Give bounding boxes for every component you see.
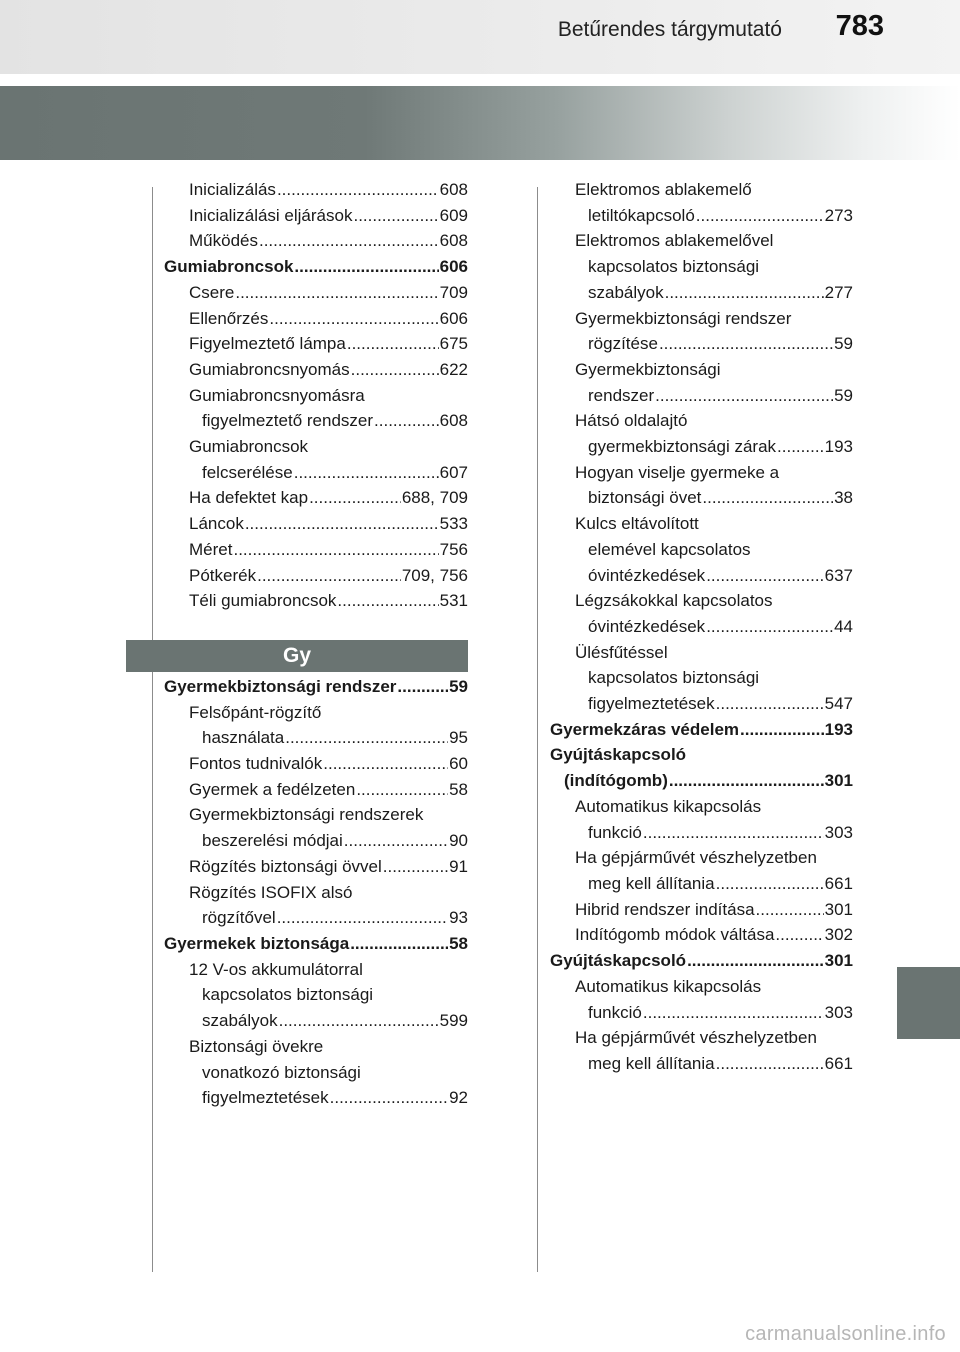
index-entry-page: 193 — [824, 437, 853, 457]
index-entry-label: Méret — [189, 539, 233, 559]
index-entry-page: 91 — [449, 856, 468, 876]
index-entry — [550, 974, 853, 1000]
index-entry-label: kapcsolatos biztonsági — [588, 668, 760, 688]
index-entry — [550, 897, 853, 923]
index-column-2 — [550, 177, 853, 1077]
index-entry-label: Gyermekek biztonsága — [164, 933, 350, 953]
index-entry — [550, 820, 853, 846]
index-entry-page: 59 — [834, 385, 853, 405]
index-entry-label: Biztonsági övekre — [189, 1036, 324, 1056]
index-entry — [550, 460, 853, 486]
index-entry — [550, 306, 853, 332]
dot-leader — [740, 717, 824, 743]
index-entry-label: figyelmeztető rendszer — [202, 411, 374, 431]
index-entry — [550, 871, 853, 897]
index-entry-label: gyermekbiztonsági zárak — [588, 437, 777, 457]
index-entry-page: 193 — [824, 719, 853, 739]
index-entry — [550, 511, 853, 537]
index-entry-page: 606 — [439, 257, 468, 277]
index-entry — [164, 777, 468, 803]
dot-leader — [716, 1051, 824, 1077]
index-entry — [164, 854, 468, 880]
index-entry-label: Hibrid rendszer indítása — [575, 899, 755, 919]
section-header-gy: Gy — [126, 640, 468, 672]
dot-leader — [716, 871, 824, 897]
index-entry-label: letiltókapcsoló — [588, 205, 695, 225]
index-entry-page: 688, 709 — [401, 488, 468, 508]
index-entry-label: Gyújtáskapcsoló — [550, 951, 687, 971]
index-entry — [164, 408, 468, 434]
index-entry-label: Gyermek a fedélzeten — [189, 779, 356, 799]
index-entry-page: 609 — [439, 205, 468, 225]
index-entry — [164, 1008, 468, 1034]
index-entry-label: Gyermekbiztonsági — [575, 359, 721, 379]
dot-leader — [337, 588, 438, 614]
index-entry-page: 709, 756 — [401, 565, 468, 585]
dot-leader — [279, 1008, 439, 1034]
index-entry-page: 607 — [439, 462, 468, 482]
index-entry-label: Inicializálás — [189, 180, 276, 199]
index-entry — [164, 280, 468, 306]
index-entry-label: beszerelési módjai — [202, 831, 343, 851]
index-entry-label: Csere — [189, 282, 235, 302]
index-entry-label: rögzítése — [588, 334, 658, 354]
index-entry-label: kapcsolatos biztonsági — [202, 985, 374, 1005]
index-entry-page: 95 — [449, 728, 468, 748]
index-entry-label: Fontos tudnivalók — [189, 754, 323, 774]
index-entry — [550, 563, 853, 589]
dot-leader — [756, 897, 824, 923]
index-entry — [550, 203, 853, 229]
index-entry — [550, 1000, 853, 1026]
column-divider-middle — [537, 187, 538, 1272]
index-entry — [164, 700, 468, 726]
index-entry — [164, 725, 468, 751]
index-entry-label: felcserélése — [202, 462, 293, 482]
index-entry-label: Láncok — [189, 514, 244, 534]
index-entry — [550, 1025, 853, 1051]
index-entry — [550, 922, 853, 948]
index-entry-page: 303 — [824, 1002, 853, 1022]
dot-leader — [277, 905, 448, 931]
index-entry-label: kapcsolatos biztonsági — [588, 257, 760, 277]
index-entry — [164, 957, 468, 983]
index-entry-label: Inicializálási eljárások — [189, 205, 353, 225]
index-entry — [550, 614, 853, 640]
dot-leader — [659, 331, 833, 357]
index-entry-label: Elektromos ablakemelővel — [575, 231, 774, 251]
index-entry-label: Rögzítés biztonsági övvel — [189, 856, 382, 876]
index-entry-label: Hogyan viselje gyermeke a — [575, 462, 780, 482]
index-entry — [550, 1051, 853, 1077]
index-entry — [164, 228, 468, 254]
index-entry — [550, 331, 853, 357]
index-entry-label: Ha defektet kap — [189, 488, 309, 508]
index-entry-page: 533 — [439, 514, 468, 534]
index-entry-label: Indítógomb módok váltása — [575, 925, 775, 945]
index-entry-label: Ülésfűtéssel — [575, 642, 668, 662]
dot-leader — [775, 922, 823, 948]
index-entry — [550, 717, 853, 743]
index-entry-label: Ellenőrzés — [189, 308, 269, 328]
page-number: 783 — [835, 10, 884, 42]
index-entry-label: Pótkerék — [189, 565, 257, 585]
index-entry-page: 92 — [449, 1088, 468, 1108]
dot-leader — [351, 357, 439, 383]
index-entry — [164, 1034, 468, 1060]
index-entry-page: 756 — [439, 539, 468, 559]
index-entry-label: használata — [202, 728, 285, 748]
index-entry-page: 709 — [439, 282, 468, 302]
index-entry-page: 608 — [439, 411, 468, 431]
index-entry — [164, 306, 468, 332]
dot-leader — [353, 203, 438, 229]
index-entry — [550, 434, 853, 460]
index-entry-label: vonatkozó biztonsági — [202, 1062, 361, 1082]
index-entry-page: 608 — [439, 231, 468, 251]
dot-leader — [706, 614, 833, 640]
index-entry-label: Légzsákokkal kapcsolatos — [575, 591, 773, 611]
dot-leader — [665, 280, 824, 306]
dot-leader — [706, 563, 823, 589]
dot-leader — [643, 1000, 824, 1026]
index-entry-label: 12 V-os akkumulátorral — [189, 959, 363, 979]
index-entry — [550, 768, 853, 794]
header-band — [0, 86, 960, 160]
index-column-1 — [164, 177, 468, 1111]
index-entry — [550, 280, 853, 306]
index-entry — [164, 802, 468, 828]
index-entry-label: Gyújtáskapcsoló — [550, 745, 687, 765]
dot-leader — [323, 751, 448, 777]
index-entry — [164, 751, 468, 777]
index-entry-label: Gyermekzáras védelem — [550, 719, 740, 739]
index-entry — [164, 880, 468, 906]
index-entry-label: Gumiabroncsok — [164, 257, 294, 277]
index-entry — [164, 982, 468, 1008]
index-entry-label: Automatikus kikapcsolás — [575, 796, 762, 816]
dot-leader — [702, 485, 833, 511]
index-entry — [164, 357, 468, 383]
index-entry — [164, 331, 468, 357]
index-list-before-section — [164, 177, 468, 614]
dot-leader — [347, 331, 439, 357]
index-entry-label: elemével kapcsolatos — [588, 539, 751, 559]
index-entry-page: 606 — [439, 308, 468, 328]
index-entry — [550, 254, 853, 280]
index-entry — [550, 357, 853, 383]
index-entry-label: biztonsági övet — [588, 488, 702, 508]
index-entry-label: Működés — [189, 231, 258, 251]
index-entry-label: Gumiabroncsok — [189, 437, 309, 457]
index-entry — [550, 640, 853, 666]
index-entry-page: 547 — [824, 694, 853, 714]
index-entry-label: (indítógomb) — [564, 771, 668, 791]
index-entry — [164, 674, 468, 700]
index-entry-label: Gyermekbiztonsági rendszerek — [189, 805, 424, 825]
dot-leader — [687, 948, 824, 974]
dot-leader — [716, 691, 824, 717]
index-entry — [550, 485, 853, 511]
column-divider-left — [152, 187, 153, 1272]
index-entry-label: meg kell állítania — [588, 1053, 715, 1073]
dot-leader — [330, 1085, 448, 1111]
index-entry-page: 301 — [824, 951, 853, 971]
dot-leader — [643, 820, 824, 846]
header-bar — [0, 0, 960, 74]
index-entry-label: óvintézkedések — [588, 565, 706, 585]
index-entry-page: 59 — [449, 676, 468, 696]
index-entry-label: rögzítővel — [202, 908, 276, 928]
index-entry-label: figyelmeztetések — [588, 694, 715, 714]
index-entry-label: Ha gépjárművét vészhelyzetben — [575, 848, 817, 868]
index-entry — [164, 460, 468, 486]
dot-leader — [669, 768, 824, 794]
index-entry-page: 661 — [824, 873, 853, 893]
dot-leader — [344, 828, 448, 854]
index-entry — [164, 828, 468, 854]
index-entry-page: 675 — [439, 334, 468, 354]
index-entry — [164, 563, 468, 589]
index-entry-page: 273 — [824, 205, 853, 225]
index-entry — [164, 383, 468, 409]
index-entry-page: 60 — [449, 754, 468, 774]
index-entry-label: rendszer — [588, 385, 655, 405]
index-entry — [164, 177, 468, 203]
index-entry — [550, 845, 853, 871]
index-entry — [550, 537, 853, 563]
index-entry-page: 277 — [824, 282, 853, 302]
index-entry-label: Gyermekbiztonsági rendszer — [164, 676, 397, 696]
index-entry-label: Ha gépjárművét vészhelyzetben — [575, 1028, 817, 1048]
dot-leader — [245, 511, 439, 537]
index-entry — [550, 794, 853, 820]
index-list — [550, 177, 853, 1077]
index-entry — [164, 434, 468, 460]
index-entry-label: Felsőpánt-rögzítő — [189, 702, 322, 722]
index-entry — [164, 931, 468, 957]
index-entry-page: 93 — [449, 908, 468, 928]
index-entry — [164, 254, 468, 280]
dot-leader — [350, 931, 448, 957]
index-entry-page: 301 — [824, 771, 853, 791]
chapter-tab — [897, 967, 960, 1039]
index-entry — [550, 691, 853, 717]
index-entry — [550, 588, 853, 614]
index-entry-page: 59 — [834, 334, 853, 354]
index-entry-page: 531 — [439, 591, 468, 611]
index-list-after-section — [164, 674, 468, 1111]
index-entry-label: Rögzítés ISOFIX alsó — [189, 882, 353, 902]
index-entry — [550, 383, 853, 409]
index-entry — [164, 905, 468, 931]
page-title: Betűrendes tárgymutató — [557, 18, 782, 41]
index-entry-page: 58 — [449, 933, 468, 953]
index-entry — [164, 537, 468, 563]
index-entry-page: 44 — [834, 616, 853, 636]
index-entry-label: Téli gumiabroncsok — [189, 591, 337, 611]
index-entry-page: 608 — [439, 180, 468, 199]
index-entry-page: 38 — [834, 488, 853, 508]
dot-leader — [294, 254, 438, 280]
dot-leader — [777, 434, 824, 460]
index-entry-label: óvintézkedések — [588, 616, 706, 636]
index-entry-page: 302 — [824, 925, 853, 945]
dot-leader — [233, 537, 438, 563]
index-entry-page: 599 — [439, 1011, 468, 1031]
dot-leader — [235, 280, 438, 306]
dot-leader — [655, 383, 833, 409]
index-entry — [550, 742, 853, 768]
dot-leader — [356, 777, 448, 803]
index-entry — [550, 665, 853, 691]
index-entry — [550, 228, 853, 254]
index-entry-label: Gyermekbiztonsági rendszer — [575, 308, 792, 328]
watermark: carmanualsonline.info — [745, 1323, 946, 1345]
dot-leader — [383, 854, 448, 880]
index-entry-label: Hátsó oldalajtó — [575, 411, 688, 431]
index-entry-page: 90 — [449, 831, 468, 851]
index-entry — [164, 511, 468, 537]
index-entry-label: funkció — [588, 1002, 642, 1022]
dot-leader — [294, 460, 439, 486]
index-entry-page: 661 — [824, 1053, 853, 1073]
index-entry-label: funkció — [588, 822, 642, 842]
index-entry-label: meg kell állítania — [588, 873, 715, 893]
index-entry-label: figyelmeztetések — [202, 1088, 329, 1108]
index-entry — [164, 1060, 468, 1086]
index-entry-label: Elektromos ablakemelő — [575, 180, 752, 199]
index-entry-label: Automatikus kikapcsolás — [575, 976, 762, 996]
dot-leader — [259, 228, 439, 254]
index-entry — [164, 588, 468, 614]
index-entry — [550, 948, 853, 974]
index-entry-page: 637 — [824, 565, 853, 585]
dot-leader — [285, 725, 448, 751]
dot-leader — [696, 203, 824, 229]
dot-leader — [309, 485, 401, 511]
dot-leader — [374, 408, 439, 434]
index-entry-label: Gumiabroncsnyomásra — [189, 385, 365, 405]
dot-leader — [257, 563, 401, 589]
index-entry-label: szabályok — [202, 1011, 278, 1031]
index-entry — [164, 203, 468, 229]
index-entry — [550, 177, 853, 203]
index-entry-label: szabályok — [588, 282, 664, 302]
dot-leader — [277, 177, 439, 203]
dot-leader — [397, 674, 448, 700]
index-entry — [164, 485, 468, 511]
dot-leader — [269, 306, 438, 332]
index-entry-page: 58 — [449, 779, 468, 799]
index-entry-page: 303 — [824, 822, 853, 842]
index-entry-label: Gumiabroncsnyomás — [189, 359, 350, 379]
index-entry-label: Figyelmeztető lámpa — [189, 334, 346, 354]
index-entry — [164, 1085, 468, 1111]
index-entry-page: 622 — [439, 359, 468, 379]
index-entry-label: Kulcs eltávolított — [575, 514, 699, 534]
index-entry — [550, 408, 853, 434]
index-entry-page: 301 — [824, 899, 853, 919]
